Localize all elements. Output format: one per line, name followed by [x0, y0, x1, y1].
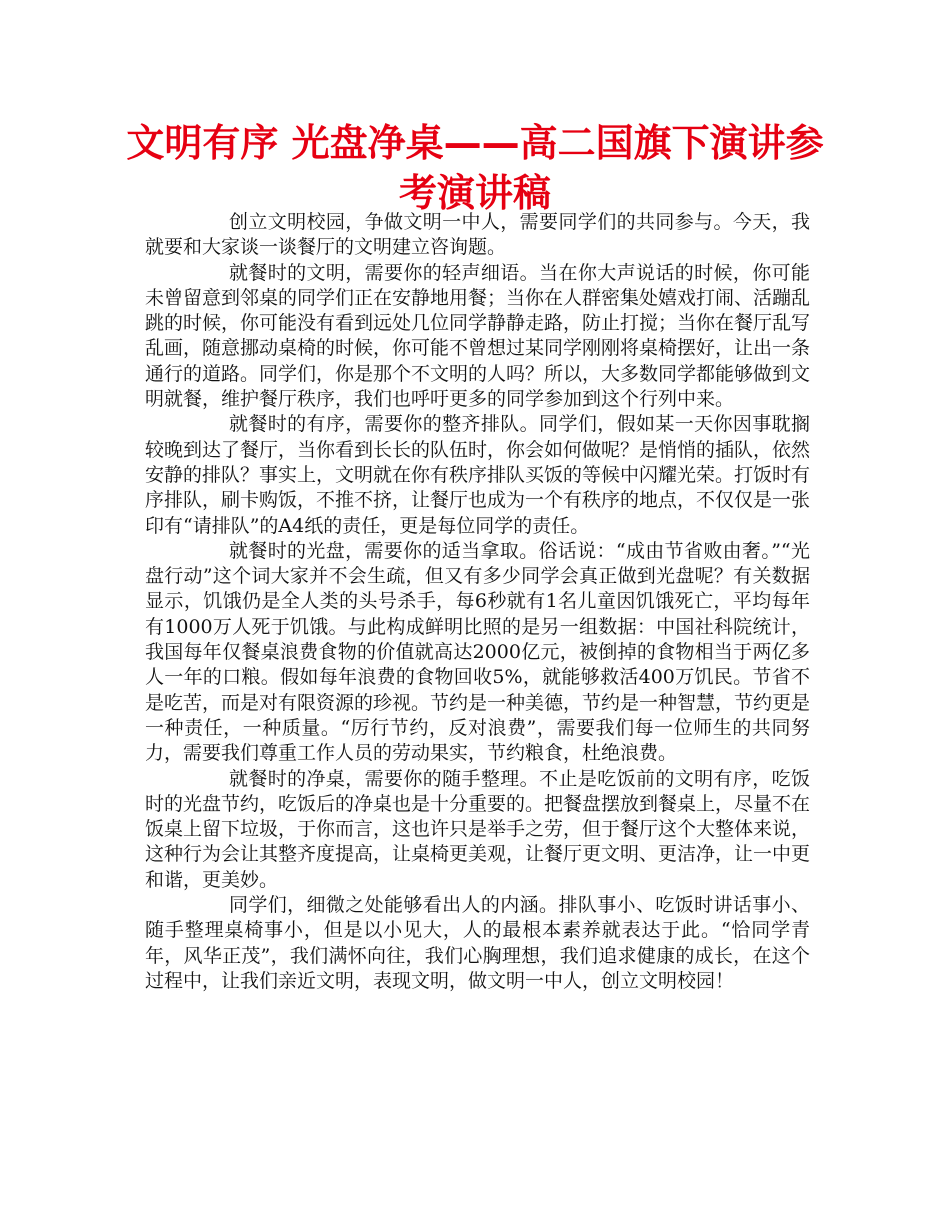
- document-body: [145, 210, 810, 994]
- paragraph-3: 就餐时的有序，需要你的整齐排队。同学们，假如某一天你因事耽搁较晚到达了餐厅，当你看到长长的队伍时，你会如何做呢？是悄悄的插队，依然安静的排队？事实上，文明就在你有秩序排队买饭的等候中闪耀光荣。打饭时有序排队，刷卡购饭，不推不挤，让餐厅也成为一个有秩序的地点，不仅仅是一张印有“请排队”的A4纸的责任，更是每位同学的责任。: [145, 413, 811, 537]
- paragraph-5: 就餐时的净桌，需要你的随手整理。不止是吃饭前的文明有序，吃饭时的光盘节约，吃饭后的净桌也是十分重要的。把餐盘摆放到餐桌上，尽量不在饭桌上留下垃圾，于你而言，这也许只是举手之劳，但于餐厅这个大整体来说，这种行为会让其整齐度提高，让桌椅更美观，让餐厅更文明、更洁净，让一中更和谐，更美妙。: [145, 767, 811, 891]
- paragraph-2: 就餐时的文明，需要你的轻声细语。当在你大声说话的时候，你可能未曾留意到邻桌的同学们正在安静地用餐；当你在人群密集处嬉戏打闹、活蹦乱跳的时候，你可能没有看到远处几位同学静静走路，防止打搅；当你在餐厅乱写乱画，随意挪动桌椅的时候，你可能不曾想过某同学刚刚将桌椅摆好，让出一条通行的道路。同学们，你是那个不文明的人吗？所以，大多数同学都能够做到文明就餐，维护餐厅秩序，我们也呼吁更多的同学参加到这个行列中来。: [145, 261, 811, 411]
- paragraph-4: 就餐时的光盘，需要你的适当拿取。俗话说：“成由节省败由奢。”“光盘行动”这个词大家并不会生疏，但又有多少同学会真正做到光盘呢？有关数据显示，饥饿仍是全人类的头号杀手，每6秒就有1名儿童因饥饿死亡，平均每年有1000万人死于饥饿。与此构成鲜明比照的是另一组数据：中国社科院统计，我国每年仅餐桌浪费食物的价值就高达2000亿元，被倒掉的食物相当于两亿多人一年的口粮。假如每年浪费的食物回收5%，就能够救活400万饥民。节省不是吃苦，而是对有限资源的珍视。节约是一种美德，节约是一种智慧，节约更是一种责任，一种质量。“厉行节约，反对浪费”，需要我们每一位师生的共同努力，需要我们尊重工作人员的劳动果实，节约粮食，杜绝浪费。: [145, 539, 811, 765]
- paragraph-1: 创立文明校园，争做文明一中人，需要同学们的共同参与。今天，我就要和大家谈一谈餐厅的文明建立咨询题。: [145, 211, 810, 259]
- document-title: 文明有序 光盘净桌——高二国旗下演讲参考演讲稿: [126, 121, 824, 215]
- paragraph-6: 同学们，细微之处能够看出人的内涵。排队事小、吃饭时讲话事小、随手整理桌椅事小，但是以小见大，人的最根本素养就表达于此。“恰同学青年，风华正茂”，我们满怀向往，我们心胸理想，我们追求健康的成长，在这个过程中，让我们亲近文明，表现文明，做文明一中人，创立文明校园！: [145, 894, 810, 992]
